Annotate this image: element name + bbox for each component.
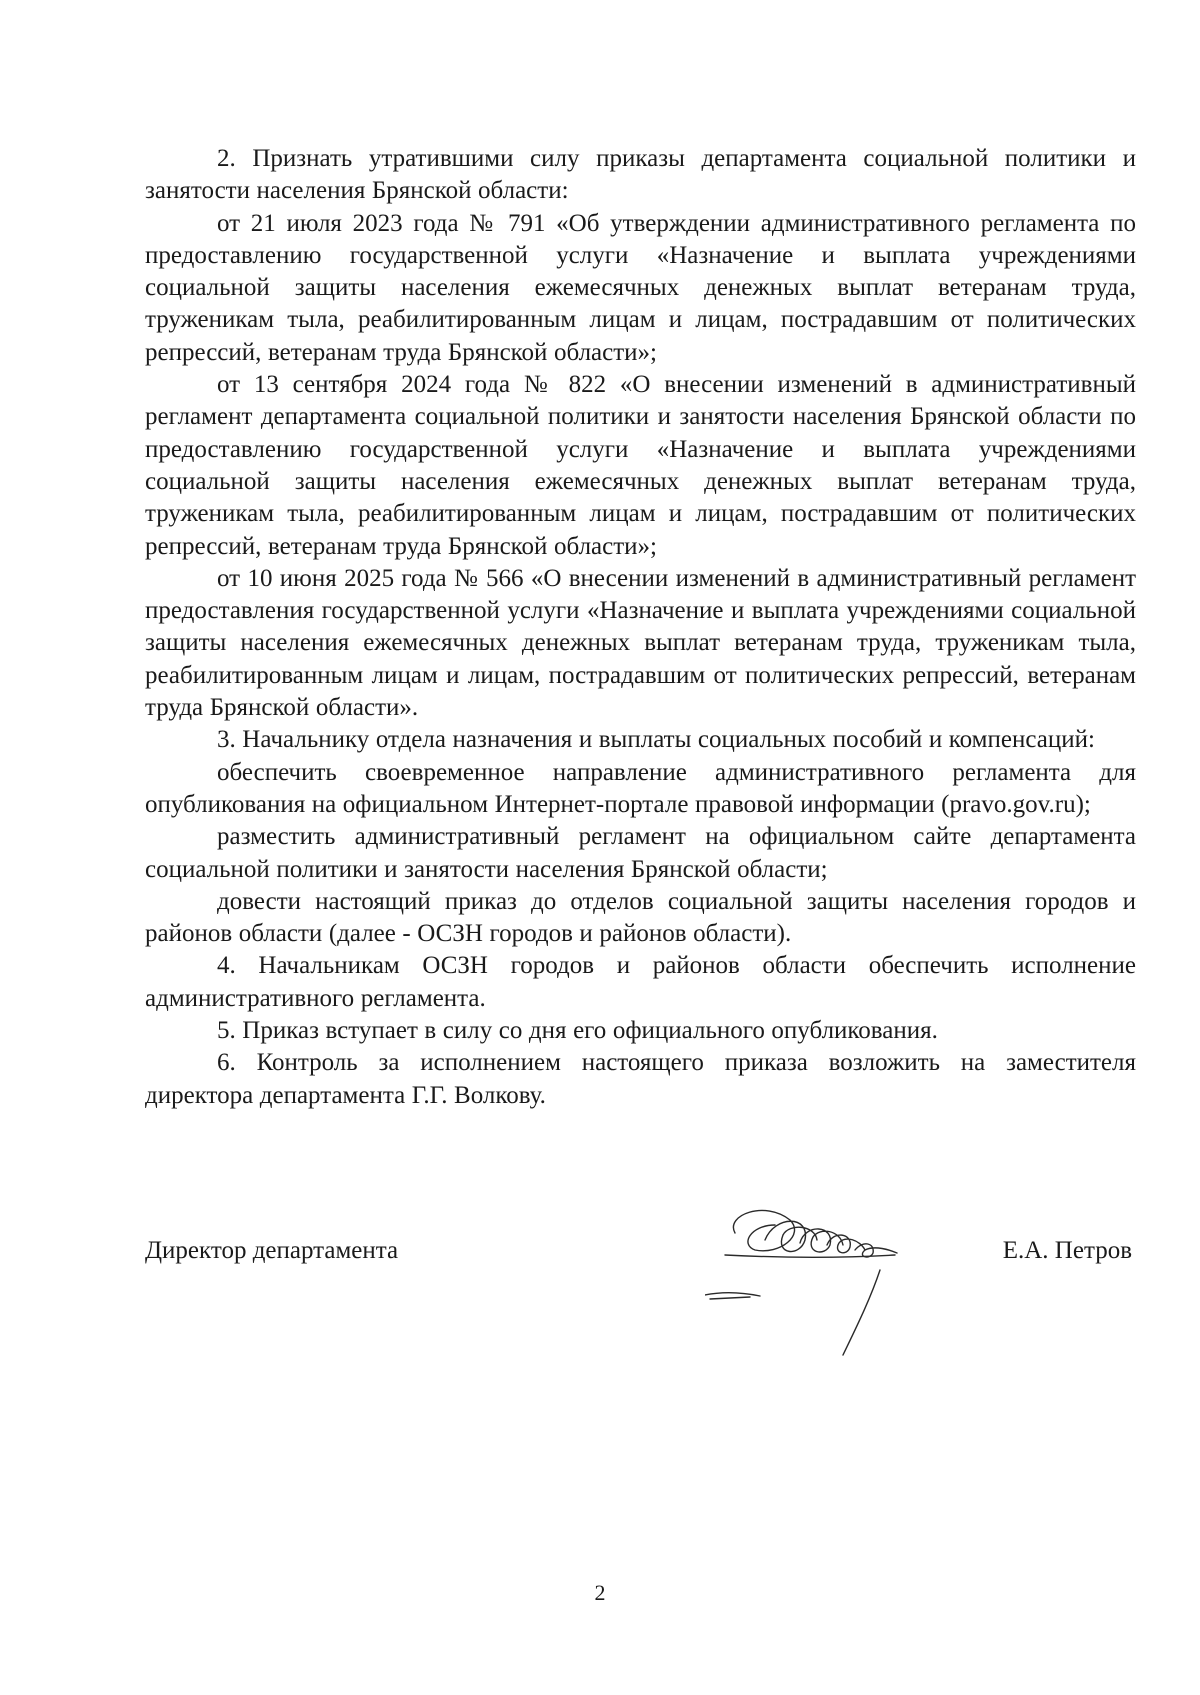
- signatory-name: Е.А. Петров: [1002, 1237, 1132, 1264]
- paragraph-item-3: 3. Начальнику отдела назначения и выплаты социальных пособий и компенсаций:: [217, 726, 1095, 754]
- paragraph-item-4: 4. Начальникам ОСЗН городов и районов области обеспечить исполнение административного регламента.: [145, 952, 1136, 1012]
- paragraph-item-2: 2. Признать утратившими силу приказы департамента социальной политики и занятости населения Брянской области:: [145, 145, 1136, 205]
- paragraph-website: разместить административный регламент на официальном сайте департамента социальной политики и занятости населения Брянской области;: [145, 823, 1136, 883]
- handwritten-signature: [705, 1195, 925, 1365]
- paragraph-publish: обеспечить своевременное направление административного регламента для опубликования на официальном Интернет-портале правовой информации (pravo.gov.ru);: [145, 758, 1136, 818]
- document-body: [145, 143, 1136, 1112]
- paragraph-order-566: от 10 июня 2025 года № 566 «О внесении изменений в административный регламент предоставления государственной услуги «Назначение и выплата учреждениями социальной защиты населения ежемесячных денежных выплат ветеранам труда, труженикам тыла, реабилитированным лицам и лицам, пострадавшим от политических репрессий, ветеранам труда Брянской области».: [145, 564, 1136, 722]
- signature-block: [145, 1235, 1136, 1365]
- paragraph-distribute: довести настоящий приказ до отделов социальной защиты населения городов и районов области (далее - ОСЗН городов и районов области).: [145, 887, 1136, 948]
- paragraph-order-822: от 13 сентября 2024 года № 822 «О внесении изменений в административный регламент департамента социальной политики и занятости населения Брянской области по предоставлению государственной услуги «Назначение и выплата учреждениями социальной защиты населения ежемесячных денежных выплат ветеранам труда, труженикам тыла, реабилитированным лицам и лицам, пострадавшим от политических репрессий, ветеранам труда Брянской области»;: [145, 371, 1136, 560]
- paragraph-order-791: от 21 июля 2023 года № 791 «Об утверждении административного регламента по предоставлению государственной услуги «Назначение и выплата учреждениями социальной защиты населения ежемесячных денежных выплат ветеранам труда, труженикам тыла, реабилитированным лицам и лицам, пострадавшим от политических репрессий, ветеранам труда Брянской области»;: [145, 209, 1136, 366]
- page-number: 2: [594, 1580, 606, 1605]
- paragraph-item-6: 6. Контроль за исполнением настоящего приказа возложить на заместителя директора департамента Г.Г. Волкову.: [145, 1049, 1136, 1109]
- paragraph-item-5: 5. Приказ вступает в силу со дня его официального опубликования.: [217, 1017, 938, 1045]
- signatory-title: Директор департамента: [145, 1237, 399, 1264]
